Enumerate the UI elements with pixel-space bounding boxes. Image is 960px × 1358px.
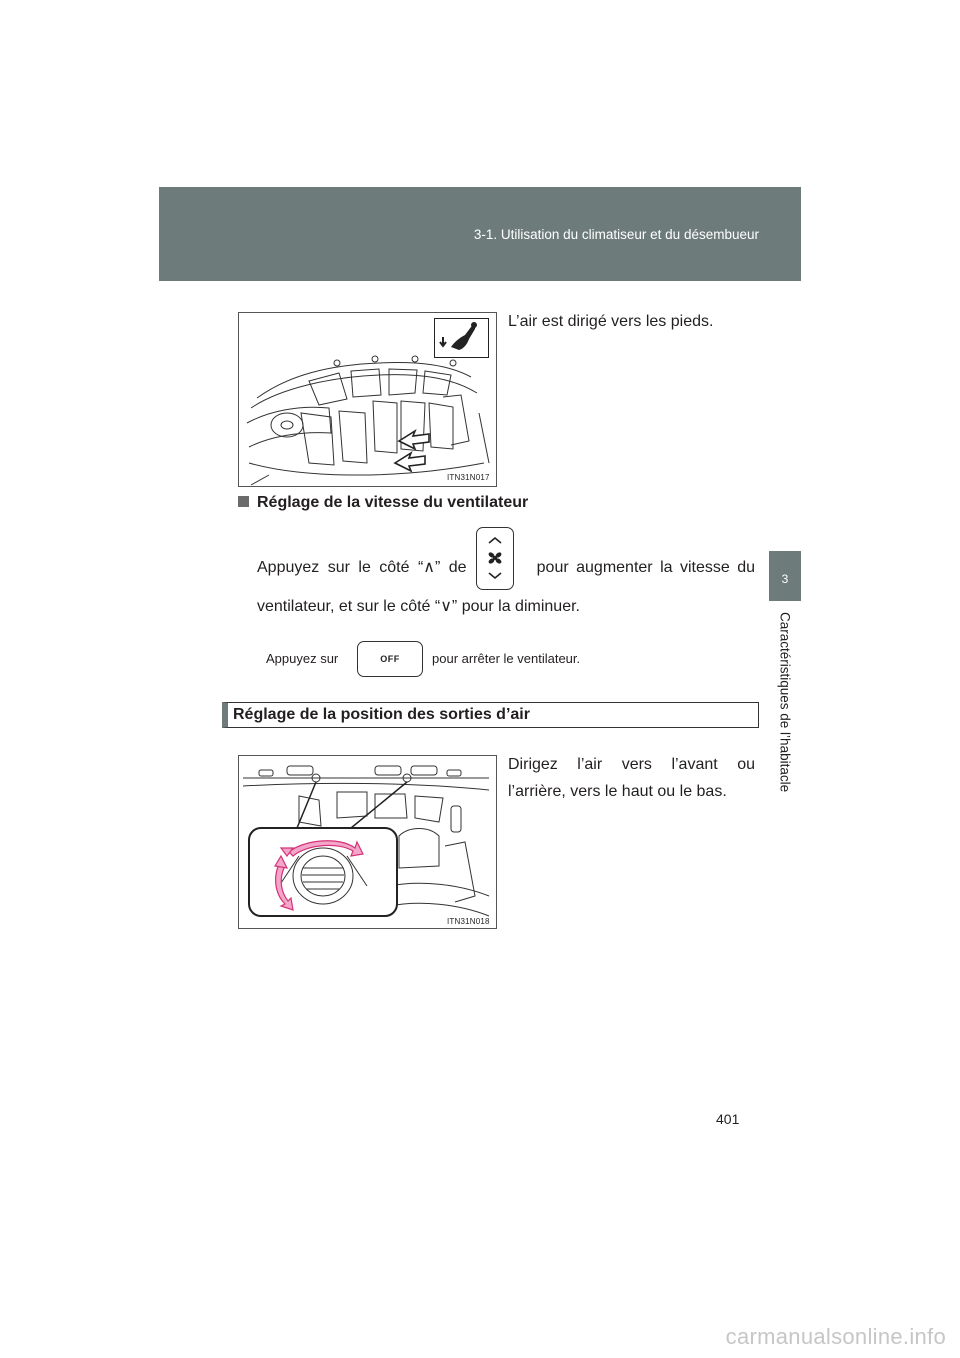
foot-airflow-icon	[434, 318, 489, 358]
off-button[interactable]	[357, 641, 423, 677]
off-note	[266, 651, 338, 666]
chapter-title-vertical	[772, 612, 798, 972]
figure-code: ITN31N017	[447, 473, 490, 482]
vent-description-line2: l’arrière, vers le haut ou le bas.	[508, 783, 727, 800]
off-note-before: Appuyez sur	[266, 651, 339, 666]
dashboard-vent-drawing	[239, 756, 497, 929]
chapter-title: Caractéristiques de l’habitacle	[777, 612, 793, 793]
chapter-number: 3	[781, 572, 789, 586]
chapter-tab	[769, 551, 801, 601]
page-number: 401	[716, 1111, 740, 1127]
watermark: carmanualsonline.info	[725, 1324, 946, 1349]
fan-speed-button[interactable]	[476, 527, 514, 590]
fan-speed-heading-text: Réglage de la vitesse du ventilateur	[257, 494, 529, 511]
fan-speed-button-icon	[477, 528, 513, 589]
figure-code: ITN31N018	[447, 917, 490, 926]
vent-description-line1: Dirigez l’air vers l’avant ou	[508, 756, 755, 773]
header-band	[159, 187, 801, 281]
off-button-label: OFF	[380, 654, 400, 664]
fan-speed-text-before: Appuyez sur le côté “∧” de	[257, 559, 467, 576]
section-title: 3-1. Utilisation du climatiseur et du désembueur	[473, 227, 759, 242]
fan-speed-heading	[238, 494, 528, 512]
vent-illustration	[238, 755, 497, 929]
fan-speed-text-after: pour augmenter la vitesse du	[536, 559, 755, 576]
foot-mode-illustration	[238, 312, 497, 487]
vent-position-heading: Réglage de la position des sorties d’air	[222, 702, 759, 728]
foot-mode-description: L’air est dirigé vers les pieds.	[508, 313, 714, 330]
square-bullet-icon	[238, 496, 249, 507]
off-note-after: pour arrêter le ventilateur.	[432, 651, 581, 666]
fan-speed-text-line2: ventilateur, et sur le côté “∨” pour la diminuer.	[257, 598, 580, 615]
